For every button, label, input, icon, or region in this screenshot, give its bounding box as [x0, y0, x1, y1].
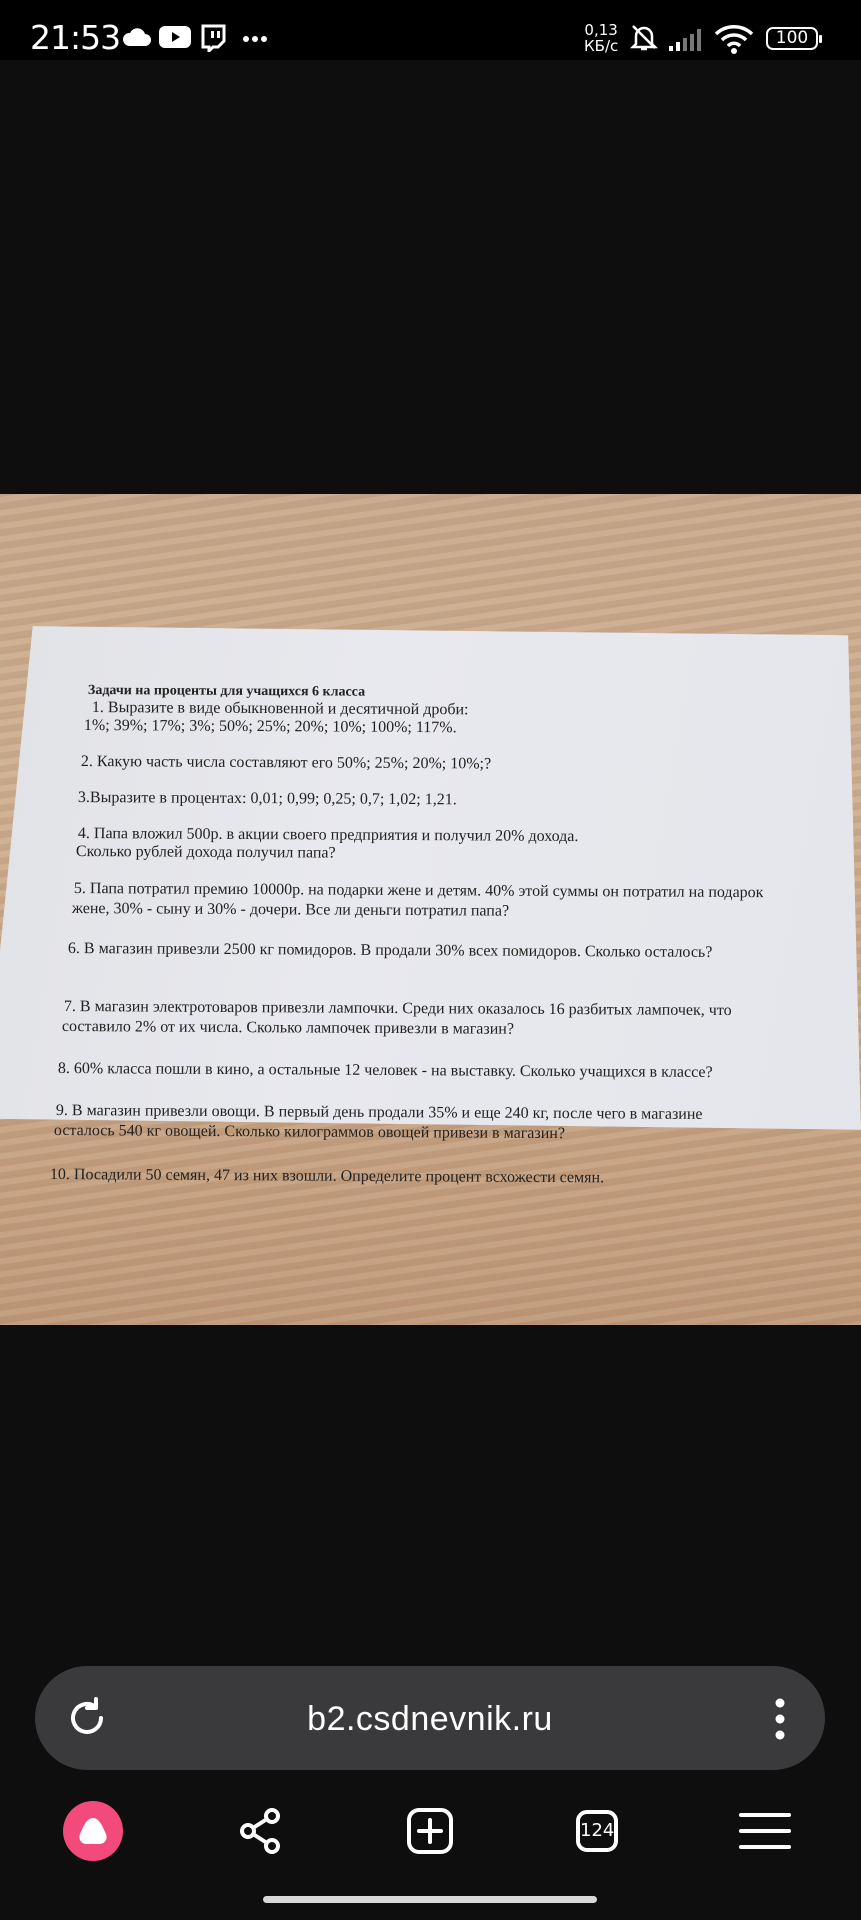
- worksheet-line: составило 2% от их числа. Сколько лампочек привезли в магазин?: [61, 1018, 515, 1038]
- more-vertical-icon[interactable]: [775, 1698, 785, 1740]
- worksheet-line: 1. Выразите в виде обыкновенной и десятичной дроби:: [91, 699, 469, 719]
- worksheet-line: 7. В магазин электротоваров привезли лампочки. Среди них оказалось 16 разбитых лампочек, что: [63, 998, 732, 1020]
- more-notifications-icon: [242, 35, 268, 43]
- worksheet-line: 8. 60% класса пошли в кино, а остальные 12 человек - на выставку. Сколько учащихся в классе?: [57, 1060, 713, 1081]
- url-text[interactable]: b2.csdnevnik.ru: [307, 1700, 553, 1738]
- network-speed-value: 0,13: [584, 21, 618, 39]
- cloud-icon: [121, 27, 151, 47]
- worksheet-line: 10. Посадили 50 семян, 47 из них взошли. Определите процент всхожести семян.: [49, 1166, 605, 1187]
- wifi-icon: [714, 24, 754, 54]
- tab-count: 124: [576, 1810, 618, 1852]
- browser-toolbar: [0, 1796, 861, 1866]
- worksheet-line: 9. В магазин привезли овощи. В первый день продали 35% и еще 240 кг, после чего в магазине: [55, 1102, 703, 1123]
- worksheet-line: 3.Выразите в процентах: 0,01; 0,99; 0,25; 0,7; 1,02; 1,21.: [77, 789, 457, 809]
- alice-icon: [63, 1801, 123, 1861]
- worksheet-line: 5. Папа потратил премию 10000р. на подарки жене и детям. 40% этой суммы он потратил на подарок: [73, 880, 764, 902]
- main-menu-button[interactable]: [730, 1796, 800, 1866]
- alice-assistant-button[interactable]: [58, 1796, 128, 1866]
- battery-indicator: 100: [766, 27, 818, 50]
- share-icon: [236, 1806, 286, 1856]
- hamburger-icon: [739, 1811, 791, 1851]
- bell-muted-icon: [629, 22, 659, 52]
- plus-square-icon: [405, 1806, 455, 1856]
- worksheet-line: Сколько рублей дохода получил папа?: [75, 843, 336, 862]
- home-indicator[interactable]: [263, 1896, 597, 1903]
- worksheet-line: осталось 540 кг овощей. Сколько килограммов овощей привези в магазин?: [53, 1122, 566, 1143]
- worksheet-photo: [0, 494, 861, 1325]
- worksheet-text: [0, 494, 861, 1325]
- worksheet-line: 6. В магазин привезли 2500 кг помидоров. В продали 30% всех помидоров. Сколько осталось?: [67, 940, 713, 961]
- worksheet-line: 2. Какую часть числа составляют его 50%; 25%; 20%; 10%;?: [80, 753, 492, 773]
- worksheet-line: 4. Папа вложил 500р. в акции своего предприятия и получил 20% дохода.: [77, 825, 579, 846]
- youtube-icon: [159, 26, 191, 48]
- status-bar: [0, 0, 861, 60]
- worksheet-line: жене, 30% - сыну и 30% - дочери. Все ли деньги потратил папа?: [71, 900, 510, 920]
- new-tab-button[interactable]: [395, 1796, 465, 1866]
- clock: 21:53: [30, 18, 121, 57]
- cellular-signal-icon: [668, 28, 704, 52]
- network-speed: [584, 22, 618, 54]
- address-bar[interactable]: [35, 1666, 825, 1770]
- network-speed-unit: КБ/с: [584, 37, 619, 55]
- twitch-icon: [200, 24, 226, 52]
- share-button[interactable]: [226, 1796, 296, 1866]
- worksheet-line: 1%; 39%; 17%; 3%; 50%; 25%; 20%; 10%; 100%; 117%.: [83, 717, 457, 737]
- worksheet-title: Задачи на проценты для учащихся 6 класса: [87, 683, 366, 700]
- tabs-button[interactable]: [562, 1796, 632, 1866]
